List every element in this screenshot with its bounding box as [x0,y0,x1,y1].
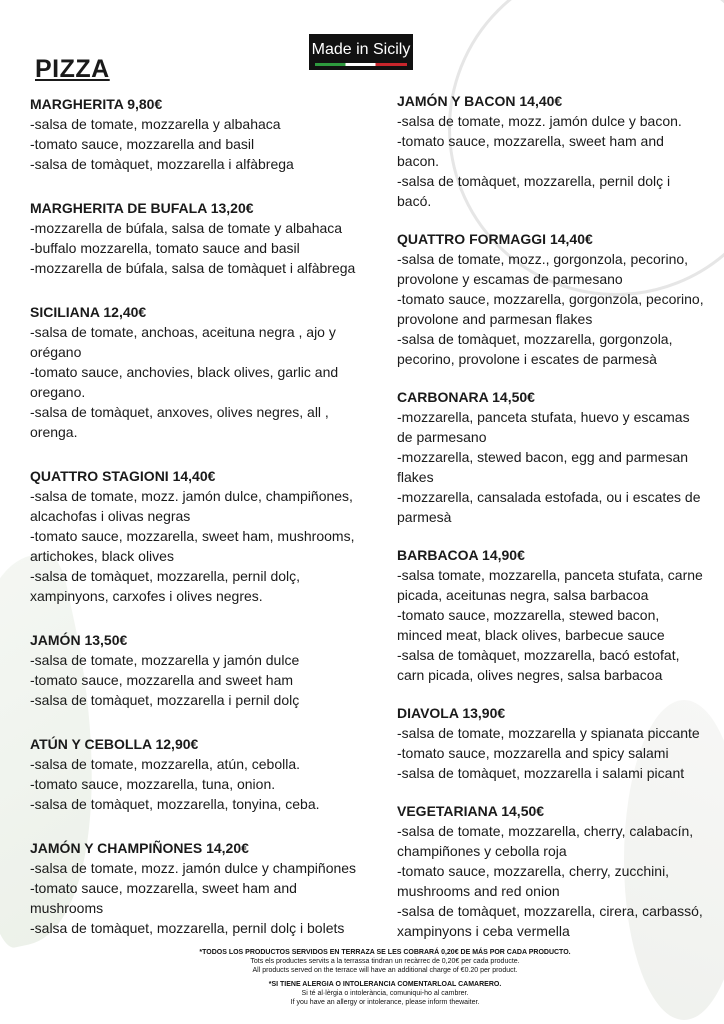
item-description-line: -salsa de tomate, mozz. jamón dulce y champiñones [30,860,357,876]
item-description-line: -salsa de tomate, mozzarella y spianata piccante [397,725,700,741]
menu-item [397,545,717,685]
item-description-line: alcachofas i olivas negras [30,508,191,524]
footer-line: Tots els productes servits a la terrassa tindran un recàrrec de 0,20€ per cada producte. [250,958,520,965]
item-name-price: MARGHERITA DE BUFALA 13,20€ [30,200,254,216]
item-name-price: QUATTRO STAGIONI 14,40€ [30,468,216,484]
item-description-line: -tomato sauce, mozzarella, stewed bacon, [397,607,660,623]
item-description-line: flakes [397,469,434,485]
menu-item [30,630,370,710]
item-description-line: -tomato sauce, mozzarella, gorgonzola, pecorino, [397,291,704,307]
item-name-price: JAMÓN Y BACON 14,40€ [397,93,563,109]
item-description-line: -salsa de tomàquet, mozzarella, tonyina, ceba. [30,796,320,812]
item-description-line: de parmesano [397,429,487,445]
item-name-price: MARGHERITA 9,80€ [30,96,163,112]
item-description-line: orégano [30,344,82,360]
footer-line: All products served on the terrace will have an additional charge of €0.20 per product. [252,967,518,974]
item-description-line: provolone y escamas de parmesano [397,271,623,287]
menu-item [397,703,717,783]
item-description-line: -tomato sauce, mozzarella and sweet ham [30,672,294,688]
item-description-line: -tomato sauce, anchovies, black olives, garlic and [30,364,339,380]
menu-item [30,94,370,174]
italian-flag-stripe [315,63,407,66]
item-description-line: -salsa de tomàquet, mozzarella i alfàbrega [30,156,294,172]
item-description-line: -salsa de tomate, mozz., gorgonzola, pecorino, [397,251,689,267]
item-description-line: -salsa de tomate, mozz. jamón dulce y bacon. [397,113,682,129]
item-description-line: carn picada, olives negres, salsa barbacoa [397,667,663,683]
item-description-line: -tomato sauce, mozzarella, tuna, onion. [30,776,276,792]
item-description-line: parmesà [397,509,452,525]
item-description-line: -mozzarella, stewed bacon, egg and parmesan [397,449,689,465]
page-title: PIZZA [35,55,110,83]
item-description-line: mushrooms [30,900,104,916]
menu-item [30,734,370,814]
item-description-line: -salsa de tomàquet, anxoves, olives negres, all , [30,404,329,420]
terrace-notice [190,948,580,975]
item-description-line: -salsa de tomàquet, mozzarella, bacó estofat, [397,647,680,663]
item-name-price: ATÚN Y CEBOLLA 12,90€ [30,736,199,752]
item-description-line: orenga. [30,424,78,440]
footer-line: *TODOS LOS PRODUCTOS SERVIDOS EN TERRAZA SE LES COBRARÁ 0,20€ DE MÁS POR CADA PRODUCTO. [199,949,571,956]
item-description-line: provolone and parmesan flakes [397,311,593,327]
item-name-price: JAMÓN Y CHAMPIÑONES 14,20€ [30,840,249,856]
item-description-line: -mozzarella, cansalada estofada, ou i escates de [397,489,701,505]
footer-line: If you have an allergy or intolerance, please inform thewaiter. [290,999,480,1006]
item-description-line: mushrooms and red onion [397,883,560,899]
item-description-line: artichokes, black olives [30,548,174,564]
item-description-line: -salsa de tomate, mozzarella, atún, cebolla. [30,756,301,772]
item-description-line: picada, aceitunas negra, salsa barbacoa [397,587,649,603]
item-description-line: pecorino, provolone i escates de parmesà [397,351,657,367]
item-description-line: -salsa de tomàquet, mozzarella, pernil dolç i bolets [30,920,345,936]
item-description-line: -salsa de tomàquet, mozzarella i salami picant [397,765,685,781]
item-description-line: bacó. [397,193,432,209]
made-in-sicily-logo [309,34,413,70]
menu-right-column [397,91,717,959]
item-name-price: VEGETARIANA 14,50€ [397,803,545,819]
item-description-line: -mozzarella de búfala, salsa de tomàquet i alfàbrega [30,260,356,276]
item-description-line: -tomato sauce, mozzarella, cherry, zucchini, [397,863,670,879]
item-name-price: SICILIANA 12,40€ [30,304,147,320]
item-name-price: JAMÓN 13,50€ [30,632,128,648]
item-description-line: -salsa de tomate, mozzarella, cherry, calabacín, [397,823,694,839]
menu-item [30,466,370,606]
item-description-line: xampinyons i ceba vermella [397,923,570,939]
item-description-line: -salsa tomate, mozzarella, panceta stufata, carne [397,567,703,583]
item-name-price: DIAVOLA 13,90€ [397,705,506,721]
item-description-line: bacon. [397,153,440,169]
menu-item [397,387,717,527]
item-description-line: -salsa de tomate, anchoas, aceituna negra , ajo y [30,324,336,340]
allergy-notice [190,980,580,1007]
item-description-line: -tomato sauce, mozzarella, sweet ham and [397,133,664,149]
item-description-line: -buffalo mozzarella, tomato sauce and basil [30,240,300,256]
footer-line: Si té al·lèrgia o intolerància, comuniqui-ho al cambrer. [301,990,469,997]
menu-item [397,91,717,211]
item-description-line: -salsa de tomate, mozz. jamón dulce, champiñones, [30,488,353,504]
item-name-price: CARBONARA 14,50€ [397,389,535,405]
item-description-line: -salsa de tomàquet, mozzarella, cirera, carbassó, [397,903,703,919]
menu-item [30,198,370,278]
item-name-price: QUATTRO FORMAGGI 14,40€ [397,231,593,247]
item-description-line: -mozzarella de búfala, salsa de tomate y albahaca [30,220,343,236]
menu-left-column [30,94,370,962]
menu-item [397,801,717,941]
item-name-price: BARBACOA 14,90€ [397,547,525,563]
item-description-line: -salsa de tomàquet, mozzarella i pernil dolç [30,692,300,708]
item-description-line: -tomato sauce, mozzarella, sweet ham, mushrooms, [30,528,355,544]
footer-line: *SI TIENE ALERGIA O INTOLERANCIA COMENTARLOAL CAMARERO. [268,981,502,988]
logo-text: Made in Sicily [311,41,411,58]
item-description-line: -salsa de tomàquet, mozzarella, pernil dolç, [30,568,301,584]
item-description-line: minced meat, black olives, barbecue sauce [397,627,665,643]
item-description-line: -salsa de tomàquet, mozzarella, pernil dolç i [397,173,671,189]
item-description-line: -tomato sauce, mozzarella, sweet ham and [30,880,297,896]
item-description-line: -tomato sauce, mozzarella and basil [30,136,255,152]
item-description-line: -mozzarella, panceta stufata, huevo y escamas [397,409,690,425]
item-description-line: champiñones y cebolla roja [397,843,567,859]
item-description-line: -salsa de tomàquet, mozzarella, gorgonzola, [397,331,673,347]
item-description-line: -tomato sauce, mozzarella and spicy salami [397,745,669,761]
item-description-line: -salsa de tomate, mozzarella y albahaca [30,116,281,132]
menu-item [30,838,370,938]
item-description-line: oregano. [30,384,86,400]
item-description-line: xampinyons, carxofes i olives negres. [30,588,263,604]
menu-item [397,229,717,369]
item-description-line: -salsa de tomate, mozzarella y jamón dulce [30,652,300,668]
menu-item [30,302,370,442]
